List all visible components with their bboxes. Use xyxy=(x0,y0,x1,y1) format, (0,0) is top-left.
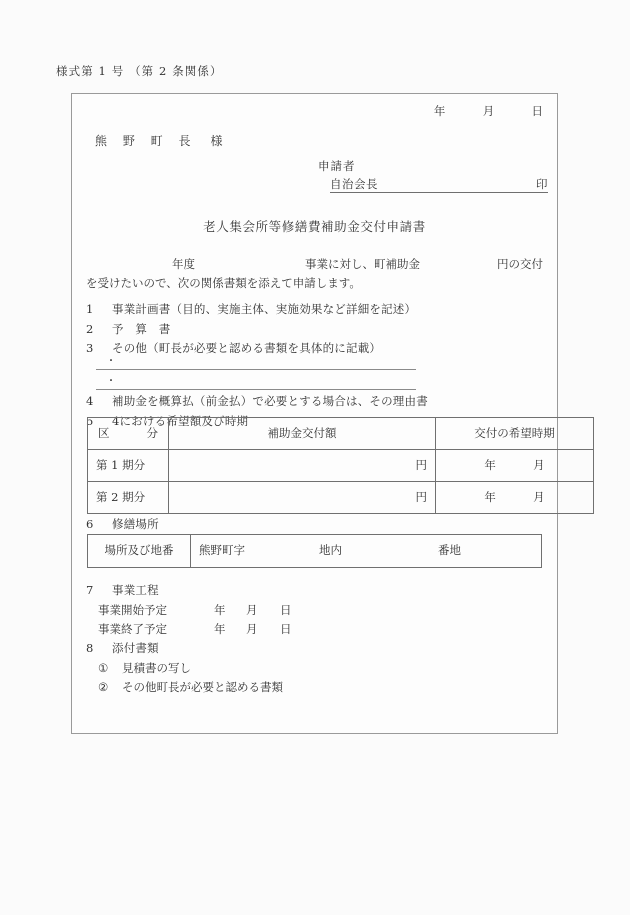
attachment-item-label: その他町長が必要と認める書類 xyxy=(122,680,283,694)
attachment-item-label: 見積書の写し xyxy=(122,660,191,675)
schedule-start-year: 年 xyxy=(214,602,226,617)
body-paragraph xyxy=(86,255,543,293)
documents-list xyxy=(86,300,416,359)
applicant-block xyxy=(318,161,548,193)
list-item-label: 予 算 書 xyxy=(112,321,171,336)
row-amount-field[interactable]: 円 xyxy=(169,482,436,514)
row-period-field[interactable] xyxy=(436,450,594,482)
row-kubun: 第 1 期分 xyxy=(88,450,169,482)
place-town-label: 熊野町字 xyxy=(199,543,245,558)
date-month-label: 月 xyxy=(482,104,495,118)
attachment-item-number: ① xyxy=(98,660,109,675)
applicant-role-label: 自治会長 xyxy=(330,176,378,191)
section-6-heading xyxy=(86,515,159,535)
header-kubun xyxy=(88,418,169,450)
list-item-label: 補助金を概算払（前金払）で必要とする場合は、その理由書 xyxy=(112,394,428,408)
body-line-1 xyxy=(86,255,543,274)
section-7-heading xyxy=(86,581,292,601)
addressee-recipient: 熊 野 町 長 xyxy=(95,134,197,148)
form-code: 様式第 1 号 （第 2 条関係） xyxy=(56,64,223,78)
date-year-label: 年 xyxy=(433,104,446,118)
row-period-field[interactable] xyxy=(436,482,594,514)
applicant-signature-line[interactable] xyxy=(330,176,548,194)
table-row xyxy=(88,535,542,568)
section-6-number: 6 xyxy=(86,517,94,531)
header-amount: 補助金交付額 xyxy=(169,418,436,450)
page-title: 老人集会所等修繕費補助金交付申請書 xyxy=(203,219,426,234)
list-item-label: その他（町長が必要と認める書類を具体的に記載） xyxy=(112,341,382,355)
row-amount-field[interactable]: 円 xyxy=(169,450,436,482)
date-field-row xyxy=(434,106,543,118)
section-7-number: 7 xyxy=(86,583,94,597)
place-area-label: 地内 xyxy=(319,543,342,558)
attachment-item xyxy=(86,678,283,698)
form-frame xyxy=(71,93,558,734)
schedule-end-year: 年 xyxy=(214,622,226,636)
schedule-end-day: 日 xyxy=(280,622,292,636)
section-8 xyxy=(86,639,283,698)
blank-entry-lines xyxy=(96,355,416,390)
list-item-label: 4における希望額及び時期 xyxy=(112,413,249,428)
section-8-number: 8 xyxy=(86,641,94,655)
addressee-honorific: 様 xyxy=(210,134,229,148)
header-kubun-right: 分 xyxy=(146,425,158,440)
schedule-row xyxy=(86,620,292,640)
list-item xyxy=(86,320,416,340)
blank-entry-field[interactable]: ・ xyxy=(96,355,416,370)
section-7-label: 事業工程 xyxy=(112,583,159,597)
schedule-row xyxy=(86,601,292,621)
fiscal-year-label: 年度 xyxy=(172,257,195,271)
schedule-start-label: 事業開始予定 xyxy=(98,602,167,617)
list-item xyxy=(86,300,416,320)
table-row xyxy=(88,482,594,514)
amount-unit-label: 円の交付 xyxy=(497,257,543,271)
row-kubun: 第 2 期分 xyxy=(88,482,169,514)
addressee xyxy=(95,135,228,147)
list-item-number: 2 xyxy=(86,321,94,336)
schedule-end-label: 事業終了予定 xyxy=(98,622,167,636)
section-7 xyxy=(86,581,292,640)
schedule-start-month: 月 xyxy=(246,602,258,617)
applicant-seal-label: 印 xyxy=(536,176,548,191)
row-period-year: 年 xyxy=(484,489,496,504)
attachment-item-number: ② xyxy=(98,680,109,694)
place-row-label: 場所及び地番 xyxy=(88,535,191,568)
row-period-month: 月 xyxy=(533,457,545,472)
list-item-number: 1 xyxy=(86,302,94,316)
list-item-number: 4 xyxy=(86,394,94,408)
blank-entry-field[interactable]: ・ xyxy=(96,375,416,390)
form-inner xyxy=(72,94,557,733)
repair-location-table xyxy=(87,534,542,568)
section-6-label: 修繕場所 xyxy=(112,517,159,531)
body-line-2: を受けたいので、次の関係書類を添えて申請します。 xyxy=(86,276,361,290)
place-value-field[interactable] xyxy=(191,535,542,568)
header-period: 交付の希望時期 xyxy=(436,418,594,450)
list-item-number: 3 xyxy=(86,341,94,355)
project-text: 事業に対し、町補助金 xyxy=(305,257,420,271)
place-lot-label: 番地 xyxy=(438,543,461,558)
section-8-label: 添付書類 xyxy=(112,641,159,655)
attachment-item xyxy=(86,659,283,679)
row-period-year: 年 xyxy=(484,457,496,472)
list-item-label: 事業計画書（目的、実施主体、実施効果など詳細を記述） xyxy=(112,302,417,316)
list-item xyxy=(86,392,428,412)
schedule-start-day: 日 xyxy=(280,602,292,617)
applicant-label: 申請者 xyxy=(318,159,356,173)
table-header-row xyxy=(88,418,594,450)
header-kubun-left: 区 xyxy=(98,425,110,440)
schedule-end-month: 月 xyxy=(246,622,258,636)
table-row xyxy=(88,450,594,482)
installment-table xyxy=(87,417,594,514)
row-period-month: 月 xyxy=(533,489,545,504)
list-item-number: 5 xyxy=(86,413,94,428)
section-8-heading xyxy=(86,639,283,659)
date-day-label: 日 xyxy=(531,104,543,118)
